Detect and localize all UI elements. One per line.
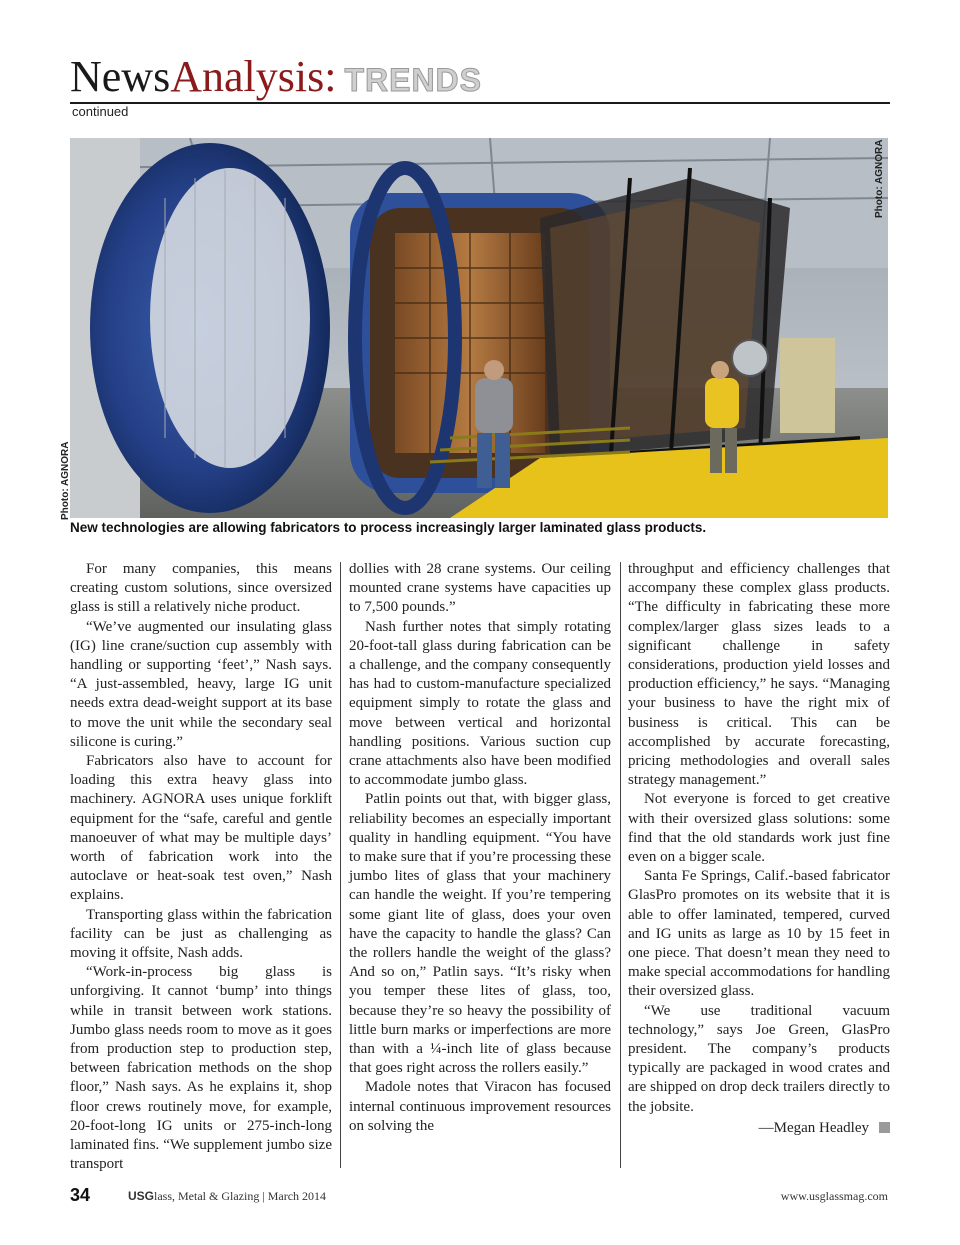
author-signature bbox=[628, 1119, 890, 1138]
article-column-3 bbox=[628, 560, 890, 1138]
paragraph: “We use traditional vacuum technology,” says Joe Green, GlasPro president. The company’s products typically are packaged in wood crates and are shipped on drop deck trailers directly to the jobsite. bbox=[628, 1002, 890, 1115]
photo-caption: New technologies are allowing fabricators to process increasingly larger laminated glass products. bbox=[70, 520, 707, 535]
section-header bbox=[70, 52, 890, 122]
header-rule bbox=[70, 102, 890, 104]
paragraph: Not everyone is forced to get creative with their oversized glass solutions: some find that the old standards work just fine even on a bigger scale. bbox=[628, 791, 890, 866]
photo-credit-right: Photo: AGNORA bbox=[874, 139, 885, 218]
photo-credit-left: Photo: AGNORA bbox=[60, 441, 71, 520]
paragraph: throughput and efficiency challenges that accompany these complex glass products. “The difficulty in fabricating these more complex/larger glass sizes leads to a significant challenge in safety considerations, production yield losses and production efficiency,” he says. “Managing your business to have the right mix of business is critical. This can be accomplished by accurate forecasting, pricing methodologies and overall sales strategy management.” bbox=[628, 561, 890, 789]
autoclave-photo bbox=[70, 138, 888, 518]
continued-label: continued bbox=[72, 104, 129, 119]
page-number: 34 bbox=[70, 1185, 91, 1205]
paragraph: Madole notes that Viracon has focused internal continuous improvement resources on solving the bbox=[349, 1079, 611, 1134]
pub-bold: USG bbox=[128, 1189, 155, 1203]
article-column-2 bbox=[349, 560, 611, 1136]
end-mark-icon bbox=[879, 1122, 890, 1133]
paragraph: Patlin points out that, with bigger glass, reliability becomes an especially important quality in handling equipment. “You have to make sure that if you’re processing these jumbo lites of glass that your machinery can handle the weight. If you’re tempering some giant lite of glass, does your oven have the capacity to handle the glass? Can the rollers handle the weight of the glass? And so on,” Patlin says. “It’s risky when you temper these lites of glass, too, because they’re so heavy the possibility of little burn marks or imperfections are more than with a ¼-inch lite of glass because that goes right across the rollers easily.” bbox=[349, 791, 611, 1077]
article-column-1 bbox=[70, 560, 332, 1175]
brand-news: News bbox=[70, 52, 171, 101]
pub-rest: lass, Metal & Glazing bbox=[154, 1189, 260, 1203]
brand-trends: TRENDS bbox=[344, 62, 482, 98]
paragraph: Fabricators also have to account for loading this extra heavy glass into machinery. AGNORA uses unique forklift equipment for the “safe, careful and gentle manoeuver of what may be multiple days’ worth of fabrication work into the autoclave or heat-soak test oven,” Nash explains. bbox=[70, 753, 332, 904]
paragraph: Transporting glass within the fabrication facility can be just as challenging as moving it offsite, Nash adds. bbox=[70, 906, 332, 962]
column-divider bbox=[620, 562, 621, 1168]
author-name: —Megan Headley bbox=[758, 1119, 869, 1136]
paragraph: Santa Fe Springs, Calif.-based fabricator GlasPro promotes on its website that it is able to offer laminated, tempered, curved and IG units as large as 10 by 15 feet in one piece. That doesn’t mean they need to make special accommodations for handling their oversized glass. bbox=[628, 868, 890, 1000]
news-analysis-logo bbox=[70, 52, 482, 105]
paragraph: “Work-in-process big glass is unforgiving. It cannot ‘bump’ into things while in transit between work stations. Jumbo glass needs room to move as it goes from production step to production step, between fabrication methods on the shop floor,” Nash says. As he explains it, shop floor crews routinely move, for example, 20-foot-long IG units or 275-inch-long laminated fins. “We supplement jumbo size transport bbox=[70, 964, 332, 1173]
publication-name: USGlass, Metal & Glazing | March 2014 bbox=[128, 1189, 327, 1203]
paragraph: “We’ve augmented our insulating glass (IG) line crane/suction cup assembly with handling or supporting ‘feet’,” Nash says. “A just-assembled, heavy, large IG unit needs extra dead-weight support at its base to move the unit while the secondary seal silicone is curing.” bbox=[70, 618, 332, 750]
issue-date: March 2014 bbox=[267, 1189, 327, 1203]
factory-scene-illustration bbox=[70, 138, 888, 518]
paragraph: Nash further notes that simply rotating 20-foot-tall glass during fabrication can be a challenge, and the company consequently has had to custom-manufacture specialized equipment simply to rotate the glass and move between vertical and horizontal handling positions. Various suction cup crane attachments also have been modified to accommodate jumbo glass. bbox=[349, 618, 611, 789]
paragraph: For many companies, this means creating custom solutions, since oversized glass is still a relatively niche product. bbox=[70, 561, 332, 616]
website-url: www.usglassmag.com bbox=[780, 1189, 888, 1203]
brand-analysis: Analysis: bbox=[170, 52, 337, 101]
column-divider bbox=[340, 562, 341, 1168]
paragraph: dollies with 28 crane systems. Our ceiling mounted crane systems have capacities up to 7,500 pounds.” bbox=[349, 561, 611, 616]
